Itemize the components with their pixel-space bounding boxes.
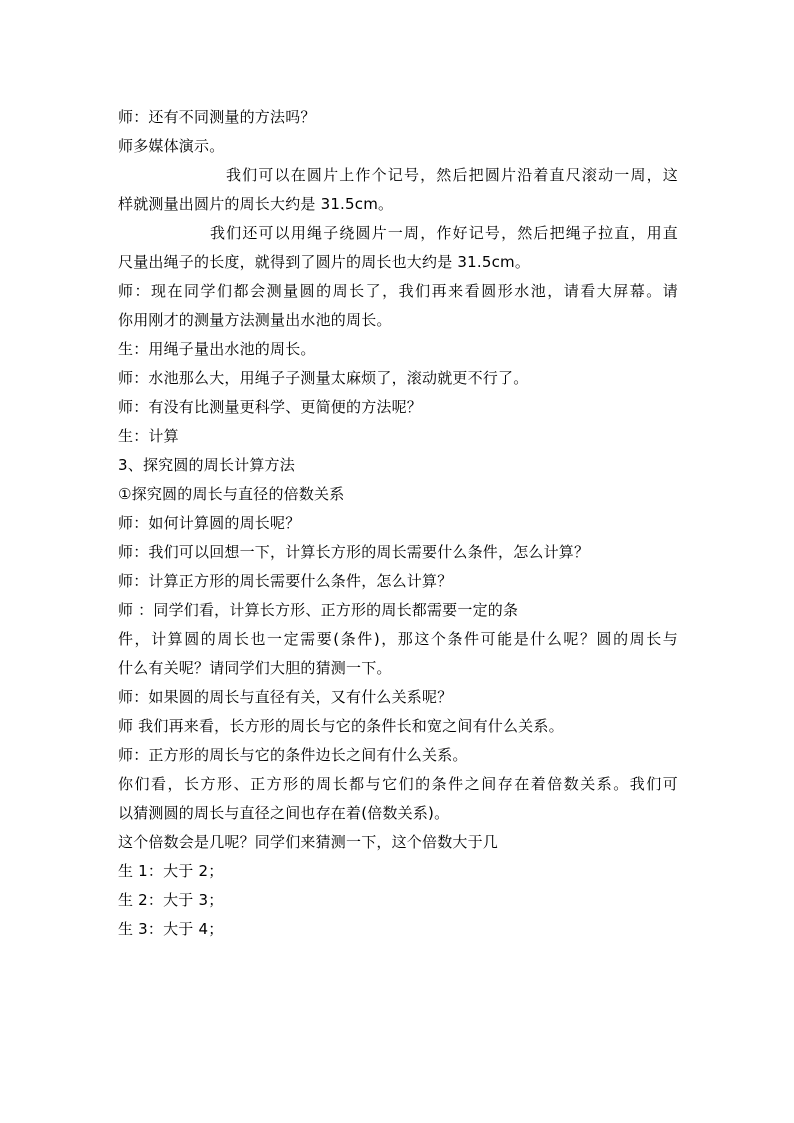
text-line: 师：如果圆的周长与直径有关，又有什么关系呢？ <box>118 688 453 706</box>
text-line: 什么有关呢？请同学们大胆的猜测一下。 <box>118 659 392 677</box>
text-line: 师 ：同学们看，计算长方形、正方形的周长都需要一定的条 <box>118 601 519 619</box>
text-line: 生 3：大于 4； <box>118 920 224 938</box>
text-line: 生：计算 <box>118 427 179 445</box>
text-line: 师：我们可以回想一下，计算长方形的周长需要什么条件，怎么计算？ <box>118 543 590 561</box>
text-line: 我们还可以用绳子绕圆片一周，作好记号，然后把绳子拉直，用直 <box>210 224 678 242</box>
document-body <box>118 103 678 944</box>
text-line: 师 我们再来看，长方形的周长与它的条件长和宽之间有什么关系。 <box>118 717 564 735</box>
text-line: 你用刚才的测量方法测量出水池的周长。 <box>118 311 392 329</box>
section-heading: 3、探究圆的周长计算方法 <box>118 456 295 474</box>
text-line: 生 1：大于 2； <box>118 862 224 880</box>
text-line: 生：用绳子量出水池的周长。 <box>118 340 316 358</box>
text-line: 师：现在同学们都会测量圆的周长了，我们再来看圆形水池，请看大屏幕。请 <box>118 282 678 300</box>
text-line: 师：如何计算圆的周长呢？ <box>118 514 301 532</box>
text-line: 师：有没有比测量更科学、更简便的方法呢？ <box>118 398 423 416</box>
text-line: 以猜测圆的周长与直径之间也存在着(倍数关系)。 <box>118 804 450 822</box>
text-line: 师多媒体演示。 <box>118 137 225 155</box>
subsection-heading: ①探究圆的周长与直径的倍数关系 <box>118 485 345 503</box>
text-line: 件，计算圆的周长也一定需要(条件)，那这个条件可能是什么呢？圆的周长与 <box>118 630 678 648</box>
text-line: 师：还有不同测量的方法吗？ <box>118 108 316 126</box>
text-line: 师：水池那么大，用绳子子测量太麻烦了，滚动就更不行了。 <box>118 369 529 387</box>
text-line: 尺量出绳子的长度，就得到了圆片的周长也大约是 31.5cm。 <box>118 253 531 271</box>
text-line: 这个倍数会是几呢？同学们来猜测一下，这个倍数大于几 <box>118 833 499 851</box>
text-line: 我们可以在圆片上作个记号，然后把圆片沿着直尺滚动一周，这 <box>226 166 678 184</box>
text-line: 师：计算正方形的周长需要什么条件，怎么计算？ <box>118 572 453 590</box>
text-line: 样就测量出圆片的周长大约是 31.5cm。 <box>118 195 394 213</box>
text-line: 生 2：大于 3； <box>118 891 224 909</box>
text-line: 师：正方形的周长与它的条件边长之间有什么关系。 <box>118 746 468 764</box>
text-line: 你们看，长方形、正方形的周长都与它们的条件之间存在着倍数关系。我们可 <box>118 775 678 793</box>
